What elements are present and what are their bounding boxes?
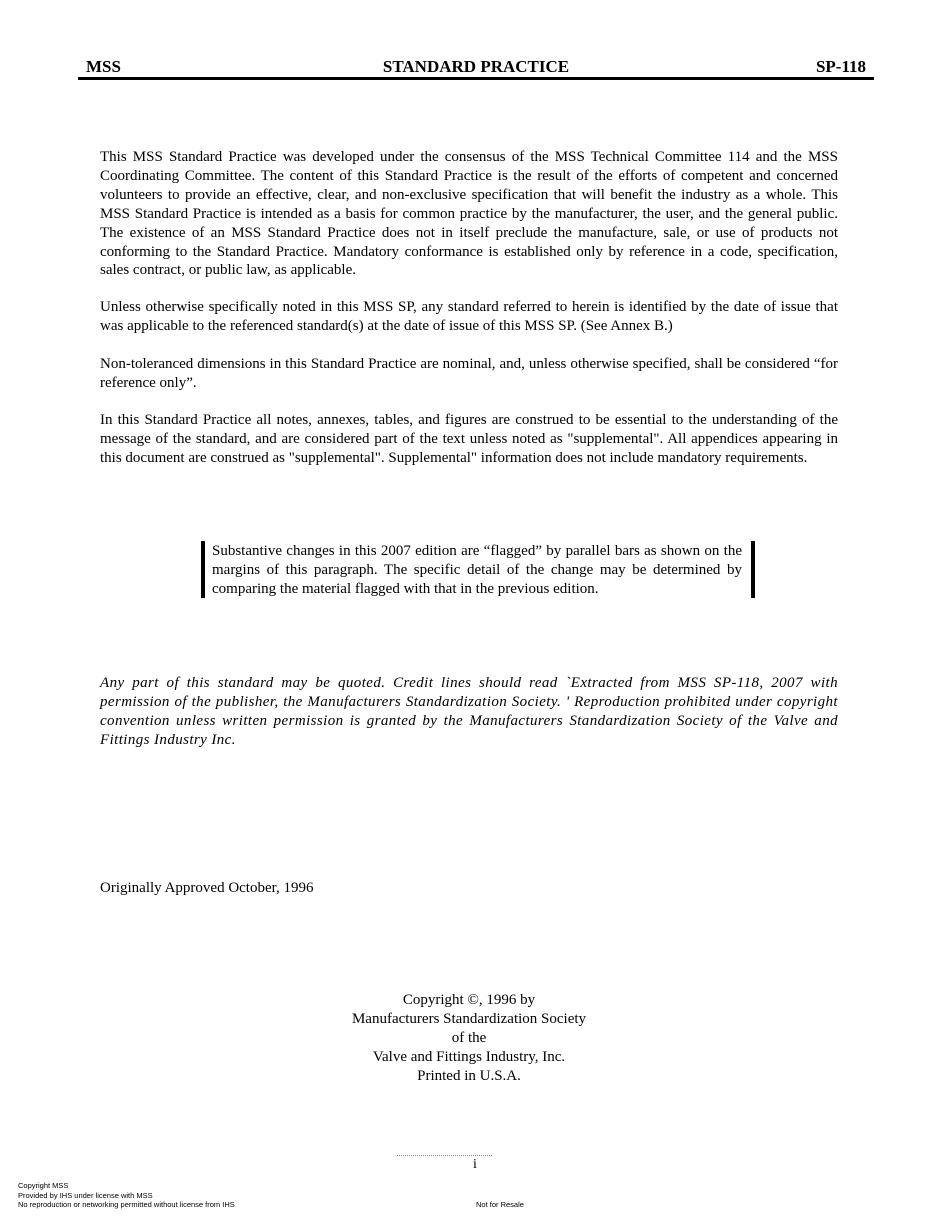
paragraph-standard-reference: Unless otherwise specifically noted in this MSS SP, any standard referred to herein is identified by the date of issue that was applicable to the referenced standard(s) at the date of issue of this MSS SP. (See Annex B.) [100, 299, 838, 334]
header-doc-number: SP-118 [815, 57, 866, 76]
header-title: STANDARD PRACTICE [382, 57, 570, 76]
change-bar-right [751, 541, 755, 598]
approval-date: Originally Approved October, 1996 [100, 880, 314, 896]
paragraph-consensus: This MSS Standard Practice was developed under the consensus of the MSS Technical Committee 114 and the MSS Coordinating Committee. The content of this Standard Practice is the result of the efforts of competent and concerned volunteers to provide an effective, clear, and non-exclusive specification that will benefit the industry as a whole. This MSS Standard Practice is intended as a basis for common practice by the manufacturer, the user, and the general public. The existence of an MSS Standard Practice does not in itself preclude the manufacture, sale, or use of products not conforming to the Standard Practice. Mandatory conformance is established only by reference in a code, specification, sales contract, or public law, as applicable. [100, 149, 838, 279]
page-number: i [473, 1157, 477, 1172]
footer-no-reproduction: No reproduction or networking permitted without license from IHS [18, 1200, 235, 1209]
copyright-block [0, 991, 938, 1086]
header-org: MSS [86, 57, 121, 76]
publisher-of: of the [451, 1030, 487, 1046]
footer-copyright: Copyright MSS [18, 1181, 69, 1190]
page-header [78, 57, 874, 77]
publisher-name: Manufacturers Standardization Society [351, 1011, 587, 1027]
quote-permission-notice: Any part of this standard may be quoted. Credit lines should read `Extracted from MSS SP-118, 2007 with permission of the publisher, the Manufacturers Standardization Society. ' Reproduction prohibited under copyright convention unless written permission is granted by the Manufacturers Standardization Society of the Valve and Fittings Industry Inc. [100, 675, 838, 748]
copyright-line: Copyright ©, 1996 by [402, 992, 536, 1008]
license-footer [18, 1181, 235, 1210]
publisher-industry: Valve and Fittings Industry, Inc. [372, 1049, 566, 1065]
flagged-changes-note [201, 541, 755, 598]
page-number-dots [397, 1155, 492, 1156]
paragraph-supplemental: In this Standard Practice all notes, annexes, tables, and figures are construed to be essential to the understanding of the message of the standard, and are considered part of the text unless noted as "supplemental". All appendices appearing in this document are construed as "supplemental". Supplemental" information does not include mandatory requirements. [100, 412, 838, 466]
footer-not-for-resale: Not for Resale [476, 1200, 524, 1209]
footer-provided-by: Provided by IHS under license with MSS [18, 1190, 153, 1200]
paragraph-dimensions: Non-toleranced dimensions in this Standard Practice are nominal, and, unless otherwise specified, shall be considered “for reference only”. [100, 356, 838, 391]
header-rule [78, 77, 874, 80]
printed-location: Printed in U.S.A. [417, 1068, 521, 1084]
flagged-note-text: Substantive changes in this 2007 edition are “flagged” by parallel bars as shown on the margins of this paragraph. The specific detail of the change may be determined by comparing the material flagged with that in the previous edition. [212, 543, 742, 597]
change-bar-left [201, 541, 205, 598]
